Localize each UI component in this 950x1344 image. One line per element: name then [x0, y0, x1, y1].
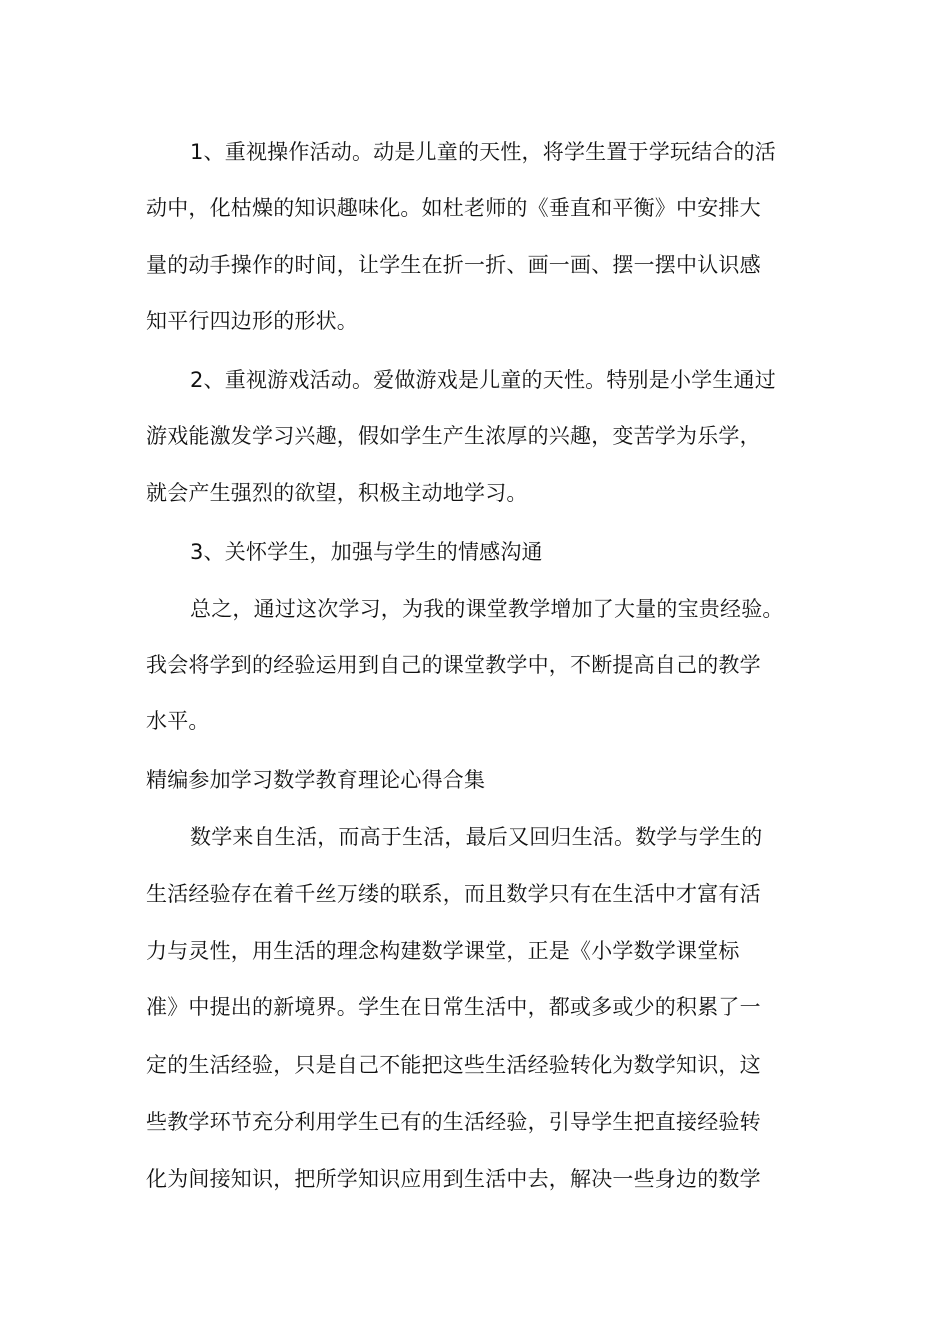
paragraph-5-line-1: 数学来自生活，而高于生活，最后又回归生活。数学与学生的 — [190, 825, 763, 849]
paragraph-5-line-4: 准》中提出的新境界。学生在日常生活中，都或多或少的积累了一 — [146, 995, 761, 1019]
paragraph-5-line-7: 化为间接知识，把所学知识应用到生活中去，解决一些身边的数学 — [146, 1167, 761, 1191]
paragraph-5-line-6: 些教学环节充分利用学生已有的生活经验，引导学生把直接经验转 — [146, 1110, 761, 1134]
paragraph-5-line-3: 力与灵性，用生活的理念构建数学课堂，正是《小学数学课堂标 — [146, 939, 740, 963]
paragraph-4-line-2: 我会将学到的经验运用到自己的课堂教学中，不断提高自己的教学 — [146, 653, 761, 677]
paragraph-2-line-3: 就会产生强烈的欲望，积极主动地学习。 — [146, 481, 528, 505]
paragraph-5-line-2: 生活经验存在着千丝万缕的联系，而且数学只有在生活中才富有活 — [146, 882, 761, 906]
paragraph-1-line-4: 知平行四边形的形状。 — [146, 309, 358, 333]
paragraph-2-line-1: 2、重视游戏活动。爱做游戏是儿童的天性。特别是小学生通过 — [190, 368, 776, 392]
paragraph-4-line-1: 总之，通过这次学习，为我的课堂教学增加了大量的宝贵经验。 — [190, 597, 784, 621]
paragraph-3-line-1: 3、关怀学生，加强与学生的情感沟通 — [190, 540, 543, 564]
paragraph-2-line-2: 游戏能激发学习兴趣，假如学生产生浓厚的兴趣，变苦学为乐学， — [146, 424, 761, 448]
paragraph-4-line-3: 水平。 — [146, 709, 210, 733]
paragraph-1-line-1: 1、重视操作活动。动是儿童的天性，将学生置于学玩结合的活 — [190, 140, 776, 164]
paragraph-1-line-3: 量的动手操作的时间，让学生在折一折、画一画、摆一摆中认识感 — [146, 253, 761, 277]
paragraph-5-line-5: 定的生活经验，只是自己不能把这些生活经验转化为数学知识，这 — [146, 1053, 761, 1077]
paragraph-1-line-2: 动中，化枯燥的知识趣味化。如杜老师的《垂直和平衡》中安排大 — [146, 196, 761, 220]
section-title: 精编参加学习数学教育理论心得合集 — [146, 768, 486, 792]
